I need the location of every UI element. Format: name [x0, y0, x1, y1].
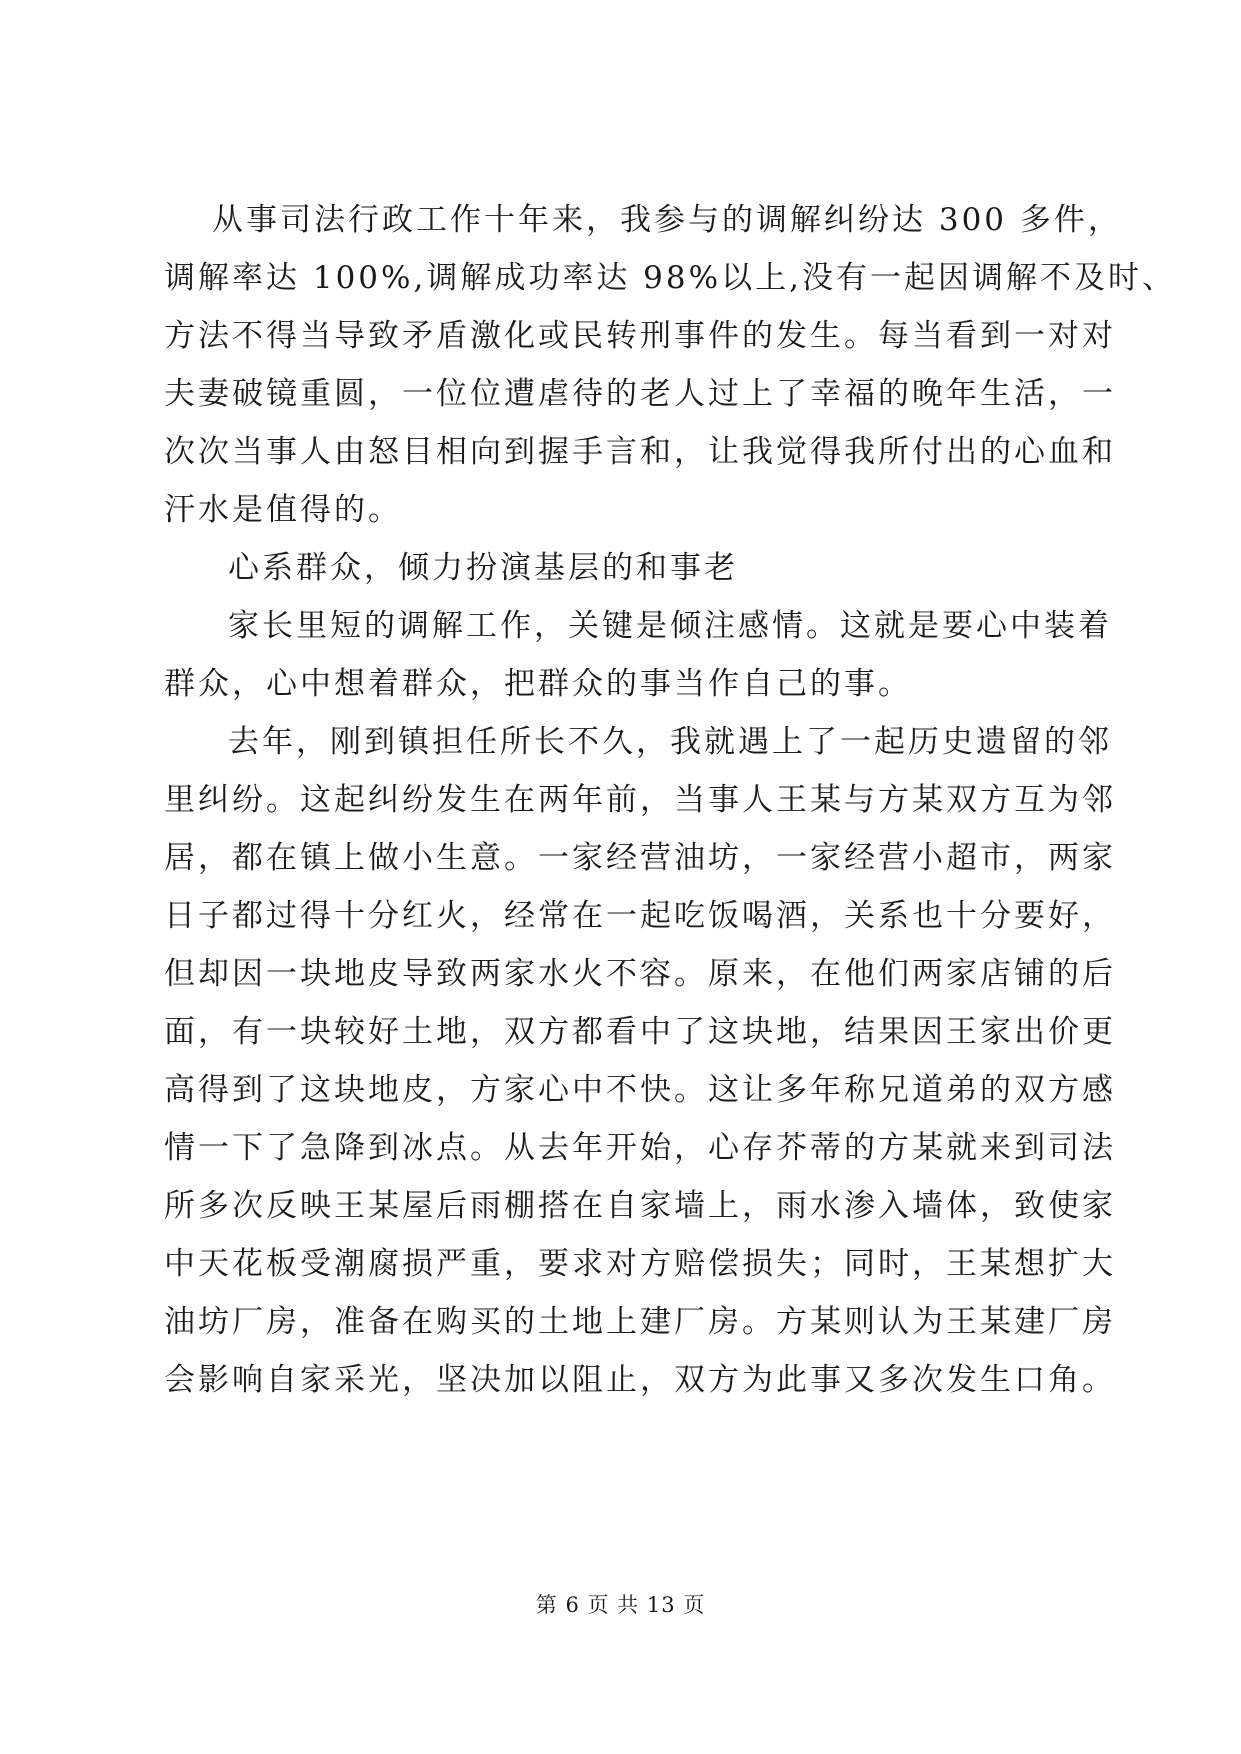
text-line: 会影响自家采光，坚决加以阻止，双方为此事又多次发生口角。: [164, 1362, 1116, 1398]
section-heading: 心系群众，倾力扮演基层的和事老: [228, 550, 738, 586]
text-line: 次次当事人由怒目相向到握手言和，让我觉得我所付出的心血和: [164, 434, 1116, 470]
text-line: 夫妻破镜重圆，一位位遭虐待的老人过上了幸福的晚年生活，一: [164, 376, 1116, 412]
text-line: 油坊厂房，准备在购买的土地上建厂房。方某则认为王某建厂房: [164, 1304, 1116, 1340]
text-line: 所多次反映王某屋后雨棚搭在自家墙上，雨水渗入墙体，致使家: [164, 1188, 1116, 1224]
text-line: 情一下了急降到冰点。从去年开始，心存芥蒂的方某就来到司法: [164, 1130, 1116, 1166]
text-line: 高得到了这块地皮，方家心中不快。这让多年称兄道弟的双方感: [164, 1072, 1116, 1108]
text-line: 家长里短的调解工作，关键是倾注感情。这就是要心中装着: [228, 608, 1112, 644]
text-line: 去年，刚到镇担任所长不久，我就遇上了一起历史遗留的邻: [228, 724, 1112, 760]
text-line: 调解率达 100%,调解成功率达 98%以上,没有一起因调解不及时、: [164, 260, 1176, 296]
text-line: 群众，心中想着群众，把群众的事当作自己的事。: [164, 666, 912, 702]
text-line: 从事司法行政工作十年来，我参与的调解纠纷达 300 多件，: [212, 202, 1122, 238]
text-line: 日子都过得十分红火，经常在一起吃饭喝酒，关系也十分要好，: [164, 898, 1116, 934]
text-line: 面，有一块较好土地，双方都看中了这块地，结果因王家出价更: [164, 1014, 1116, 1050]
text-line: 里纠纷。这起纠纷发生在两年前，当事人王某与方某双方互为邻: [164, 782, 1116, 818]
text-line: 方法不得当导致矛盾激化或民转刑事件的发生。每当看到一对对: [164, 318, 1116, 354]
text-line: 中天花板受潮腐损严重，要求对方赔偿损失；同时，王某想扩大: [164, 1246, 1116, 1282]
text-line: 但却因一块地皮导致两家水火不容。原来，在他们两家店铺的后: [164, 956, 1116, 992]
text-line: 汗水是值得的。: [164, 492, 402, 528]
text-line: 居，都在镇上做小生意。一家经营油坊，一家经营小超市，两家: [164, 840, 1116, 876]
page-number-footer: 第 6 页 共 13 页: [535, 1593, 706, 1617]
